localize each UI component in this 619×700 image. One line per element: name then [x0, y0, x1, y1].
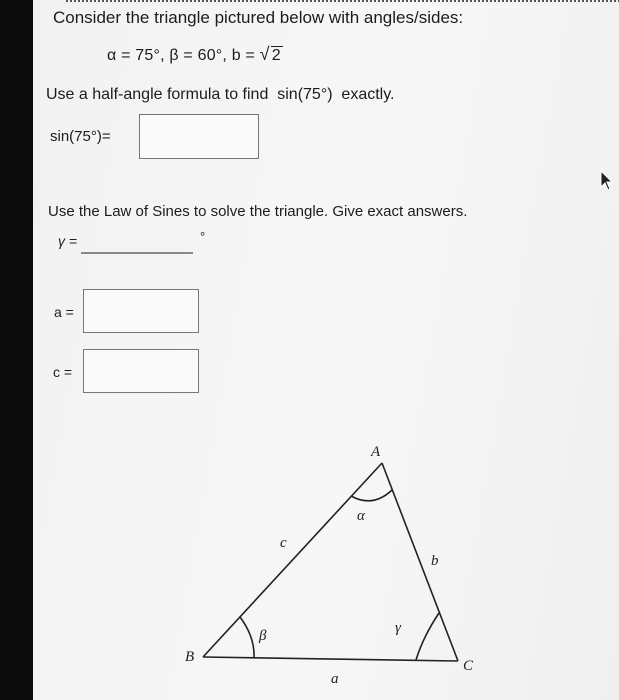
problem-page [33, 0, 619, 700]
beta-arc [240, 617, 254, 658]
side-a-line [203, 657, 458, 661]
vertex-b-label: B [185, 649, 195, 665]
gamma-arc [416, 613, 439, 660]
vertex-c-label: C [463, 658, 474, 674]
triangle-diagram [33, 0, 619, 700]
side-c-label: c [280, 535, 287, 551]
angle-gamma-label: γ [395, 620, 401, 636]
side-b-line [382, 463, 458, 661]
gamma-label: γ = [58, 233, 78, 249]
side-b-label: b [431, 553, 439, 569]
sin75-label: sin(75°)= [50, 128, 111, 145]
given-text: α = 75°, β = 60°, b = [107, 47, 260, 64]
alpha-arc [351, 490, 392, 501]
sqrt-radicand: 2 [271, 47, 281, 64]
screen-frame [0, 0, 33, 700]
c-label: c = [53, 364, 73, 380]
question-law-of-sines: Use the Law of Sines to solve the triangle. Give exact answers. [48, 203, 468, 220]
angle-beta-label: β [259, 628, 267, 644]
sqrt-symbol: √ [259, 44, 270, 64]
degree-mark: ° [200, 229, 206, 244]
question-half-angle: Use a half-angle formula to find sin(75°) exactly. [46, 86, 395, 103]
side-c-line [203, 463, 382, 657]
angle-alpha-label: α [357, 508, 365, 524]
vertex-a-label: A [371, 444, 381, 460]
a-label: a = [54, 304, 74, 320]
problem-intro: Consider the triangle pictured below with angles/sides: [53, 8, 464, 27]
side-a-label: a [331, 671, 339, 687]
